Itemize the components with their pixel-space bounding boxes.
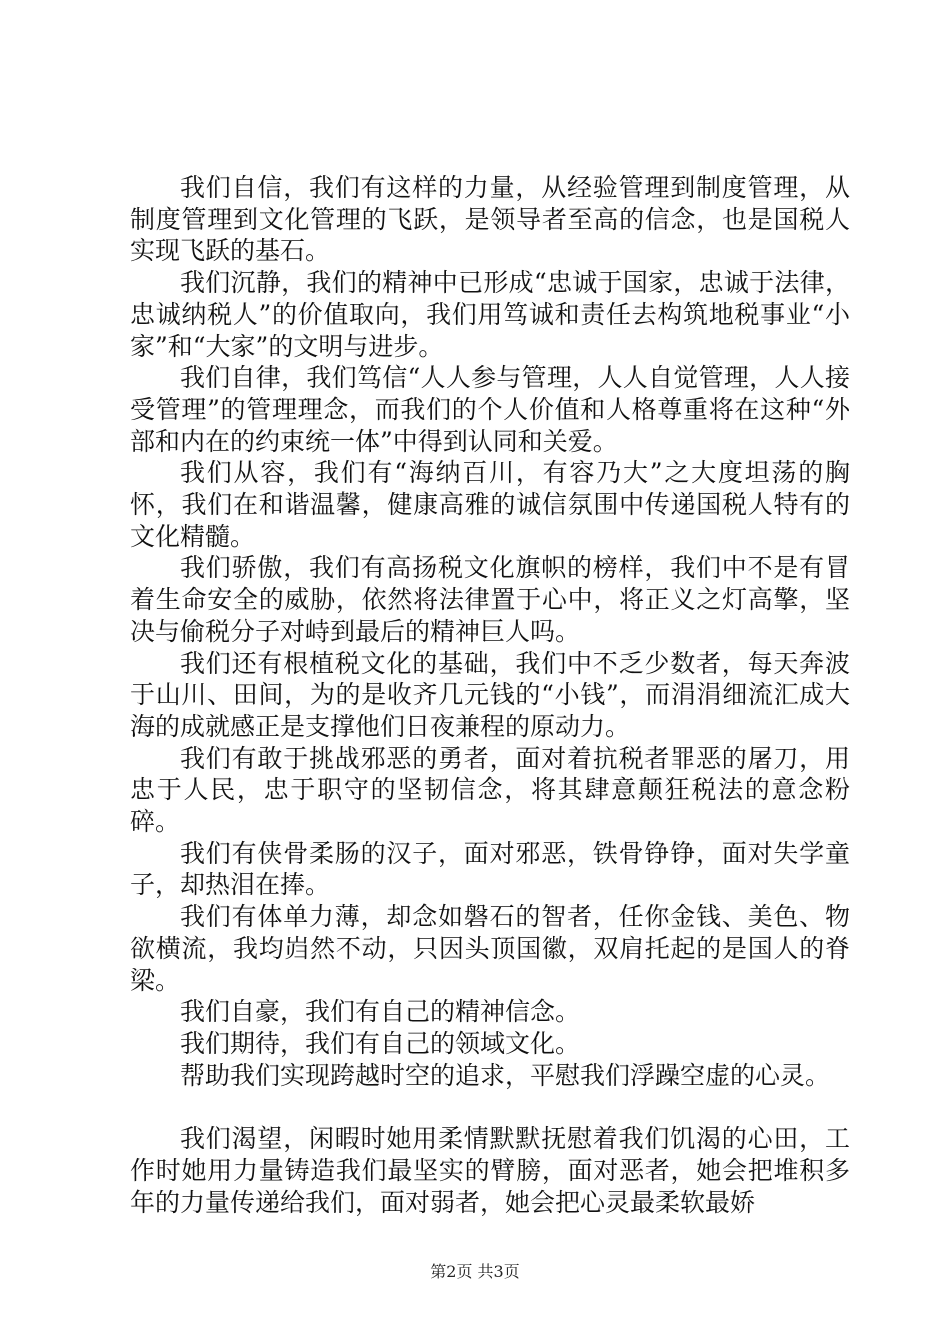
paragraph: 我们期待，我们有自己的领域文化。 [180, 1028, 581, 1058]
paragraph-gap [130, 1091, 850, 1123]
paragraph: 我们从容，我们有“海纳百川，有容乃大”之大度坦荡的胸怀，我们在和谐温馨，健康高雅的诚信氛围中传递国税人特有的文化精髓。 [130, 458, 850, 551]
paragraph: 我们还有根植税文化的基础，我们中不乏少数者，每天奔波于山川、田间，为的是收齐几元钱的“小钱”，而涓涓细流汇成大海的成就感正是支撑他们日夜兼程的原动力。 [130, 648, 850, 741]
paragraph: 帮助我们实现跨越时空的追求，平慰我们浮躁空虚的心灵。 [180, 1060, 831, 1090]
paragraph: 我们有体单力薄，却念如磐石的智者，任你金钱、美色、物欲横流，我均岿然不动，只因头顶国徽，双肩托起的是国人的脊梁。 [130, 902, 850, 995]
paragraph: 我们自律，我们笃信“人人参与管理，人人自觉管理，人人接受管理”的管理理念，而我们的个人价值和人格尊重将在这种“外部和内在的约束统一体”中得到认同和关爱。 [130, 363, 850, 456]
paragraph: 我们沉静，我们的精神中已形成“忠诚于国家，忠诚于法律，忠诚纳税人”的价值取向，我们用笃诚和责任去构筑地税事业“小家”和“大家”的文明与进步。 [130, 268, 850, 361]
body-text [130, 172, 850, 1219]
page-footer: 第2页 共3页 [430, 1262, 520, 1281]
paragraph: 我们有侠骨柔肠的汉子，面对邪恶，铁骨铮铮，面对失学童子，却热泪在捧。 [130, 838, 850, 900]
paragraph: 我们自信，我们有这样的力量，从经验管理到制度管理，从制度管理到文化管理的飞跃，是领导者至高的信念，也是国税人实现飞跃的基石。 [130, 173, 850, 266]
paragraph: 我们渴望，闲暇时她用柔情默默抚慰着我们饥渴的心田，工作时她用力量铸造我们最坚实的臂膀，面对恶者，她会把堆积多年的力量传递给我们，面对弱者，她会把心灵最柔软最娇 [130, 1124, 850, 1217]
paragraph: 我们骄傲，我们有高扬税文化旗帜的榜样，我们中不是有冒着生命安全的威胁，依然将法律置于心中，将正义之灯高擎，坚决与偷税分子对峙到最后的精神巨人吗。 [130, 553, 850, 646]
paragraph: 我们自豪，我们有自己的精神信念。 [180, 997, 581, 1027]
paragraph: 我们有敢于挑战邪恶的勇者，面对着抗税者罪恶的屠刀，用忠于人民，忠于职守的坚韧信念，将其肆意颠狂税法的意念粉碎。 [130, 743, 850, 837]
